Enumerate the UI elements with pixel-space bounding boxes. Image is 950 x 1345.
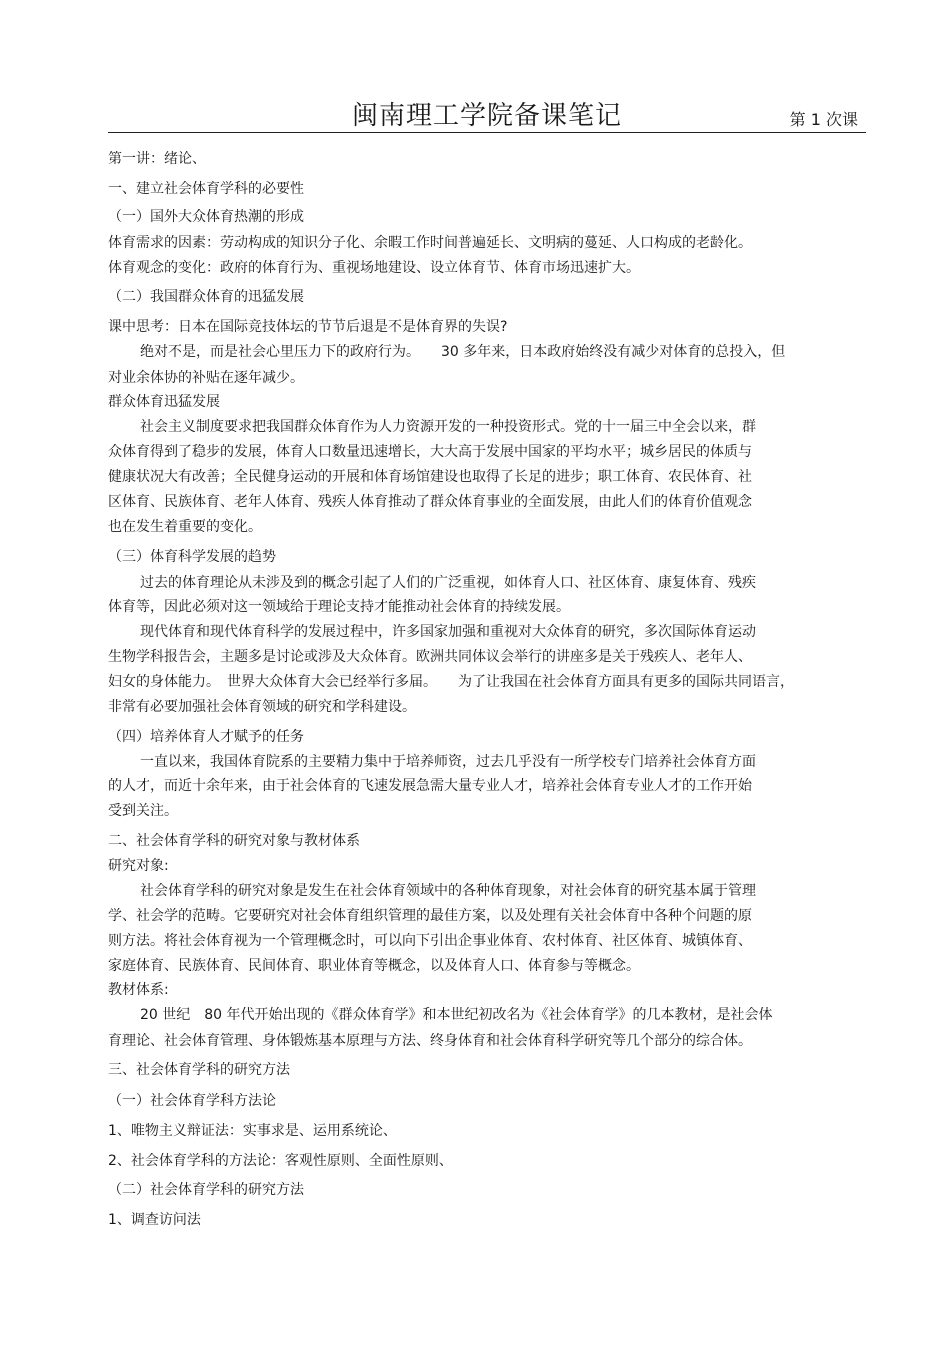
- list-item: 1、调查访问法: [108, 1212, 201, 1228]
- paragraph-line: 体育观念的变化：政府的体育行为、重视场地建设、设立体育节、体育市场迅速扩大。: [108, 260, 640, 276]
- section-heading: 二、社会体育学科的研究对象与教材体系: [108, 833, 360, 849]
- paragraph-line: 则方法。将社会体育视为一个管理概念时，可以向下引出企事业体育、农村体育、社区体育、城镇体育、: [108, 933, 752, 949]
- paragraph-line: 课中思考：日本在国际竞技体坛的节节后退是不是体育界的失误?: [108, 319, 508, 335]
- paragraph-line: 众体育得到了稳步的发展，体育人口数量迅速增长，大大高于发展中国家的平均水平；城乡居民的体质与: [108, 444, 752, 460]
- paragraph-line: 非常有必要加强社会体育领域的研究和学科建设。: [108, 699, 416, 715]
- paragraph-line: 育理论、社会体育管理、身体锻炼基本原理与方法、终身体育和社会体育科学研究等几个部分的综合体。: [108, 1033, 752, 1049]
- section-heading: 三、社会体育学科的研究方法: [108, 1062, 290, 1078]
- paragraph-line: 体育需求的因素：劳动构成的知识分子化、余暇工作时间普遍延长、文明病的蔓延、人口构成的老龄化。: [108, 235, 752, 251]
- paragraph-line: 社会主义制度要求把我国群众体育作为人力资源开发的一种投资形式。党的十一届三中全会以来，群: [140, 419, 756, 435]
- subsection-heading: （二）社会体育学科的研究方法: [108, 1182, 304, 1198]
- subsection-heading: （一）社会体育学科方法论: [108, 1093, 276, 1109]
- paragraph-line: 的人才，而近十余年来，由于社会体育的飞速发展急需大量专业人才，培养社会体育专业人才的工作开始: [108, 778, 752, 794]
- paragraph-line: 过去的体育理论从未涉及到的概念引起了人们的广泛重视，如体育人口、社区体育、康复体育、残疾: [140, 575, 756, 591]
- paragraph-line: 现代体育和现代体育科学的发展过程中，许多国家加强和重视对大众体育的研究，多次国际体育运动: [140, 624, 756, 640]
- lecture-title: 第一讲：绪论、: [108, 151, 206, 167]
- paragraph-line: 妇女的身体能力。 世界大众体育大会已经举行多届。 为了让我国在社会体育方面具有更多的国际共同语言，: [108, 674, 794, 690]
- paragraph-line: 健康状况大有改善；全民健身运动的开展和体育场馆建设也取得了长足的进步；职工体育、农民体育、社: [108, 469, 752, 485]
- subsection-heading: （一）国外大众体育热潮的形成: [108, 209, 304, 225]
- page-title: 闽南理工学院备课笔记: [351, 101, 622, 131]
- paragraph-heading: 研究对象:: [108, 858, 169, 874]
- paragraph-line: 受到关注。: [108, 803, 178, 819]
- list-item: 2、社会体育学科的方法论：客观性原则、全面性原则、: [108, 1153, 453, 1169]
- lesson-number: 第 1 次课: [789, 110, 858, 129]
- paragraph-line: 区体育、民族体育、老年人体育、残疾人体育推动了群众体育事业的全面发展，由此人们的体育价值观念: [108, 494, 752, 510]
- paragraph-line: 绝对不是，而是社会心里压力下的政府行为。 30 多年来，日本政府始终没有减少对体育的总投入，但: [140, 344, 786, 360]
- paragraph-line: 生物学科报告会，主题多是讨论或涉及大众体育。欧洲共同体议会举行的讲座多是关于残疾人、老年人、: [108, 649, 752, 665]
- paragraph-line: 家庭体育、民族体育、民间体育、职业体育等概念，以及体育人口、体育参与等概念。: [108, 958, 640, 974]
- paragraph-line: 体育等，因此必须对这一领域给于理论支持才能推动社会体育的持续发展。: [108, 599, 570, 615]
- paragraph-line: 也在发生着重要的变化。: [108, 519, 262, 535]
- paragraph-heading: 群众体育迅猛发展: [108, 394, 220, 410]
- paragraph-line: 一直以来，我国体育院系的主要精力集中于培养师资，过去几乎没有一所学校专门培养社会体育方面: [140, 754, 756, 770]
- subsection-heading: （三）体育科学发展的趋势: [108, 549, 276, 565]
- section-heading: 一、建立社会体育学科的必要性: [108, 181, 304, 197]
- paragraph-line: 社会体育学科的研究对象是发生在社会体育领域中的各种体育现象，对社会体育的研究基本属于管理: [140, 883, 756, 899]
- paragraph-line: 对业余体协的补贴在逐年减少。: [108, 370, 304, 386]
- paragraph-heading: 教材体系:: [108, 982, 169, 998]
- paragraph-line: 学、社会学的范畴。它要研究对社会体育组织管理的最佳方案，以及处理有关社会体育中各种个问题的原: [108, 908, 752, 924]
- list-item: 1、唯物主义辩证法：实事求是、运用系统论、: [108, 1123, 397, 1139]
- subsection-heading: （二）我国群众体育的迅猛发展: [108, 289, 304, 305]
- subsection-heading: （四）培养体育人才赋予的任务: [108, 729, 304, 745]
- paragraph-line: 20 世纪 80 年代开始出现的《群众体育学》和本世纪初改名为《社会体育学》的几本教材，是社会体: [140, 1007, 773, 1023]
- page-header: [108, 100, 866, 133]
